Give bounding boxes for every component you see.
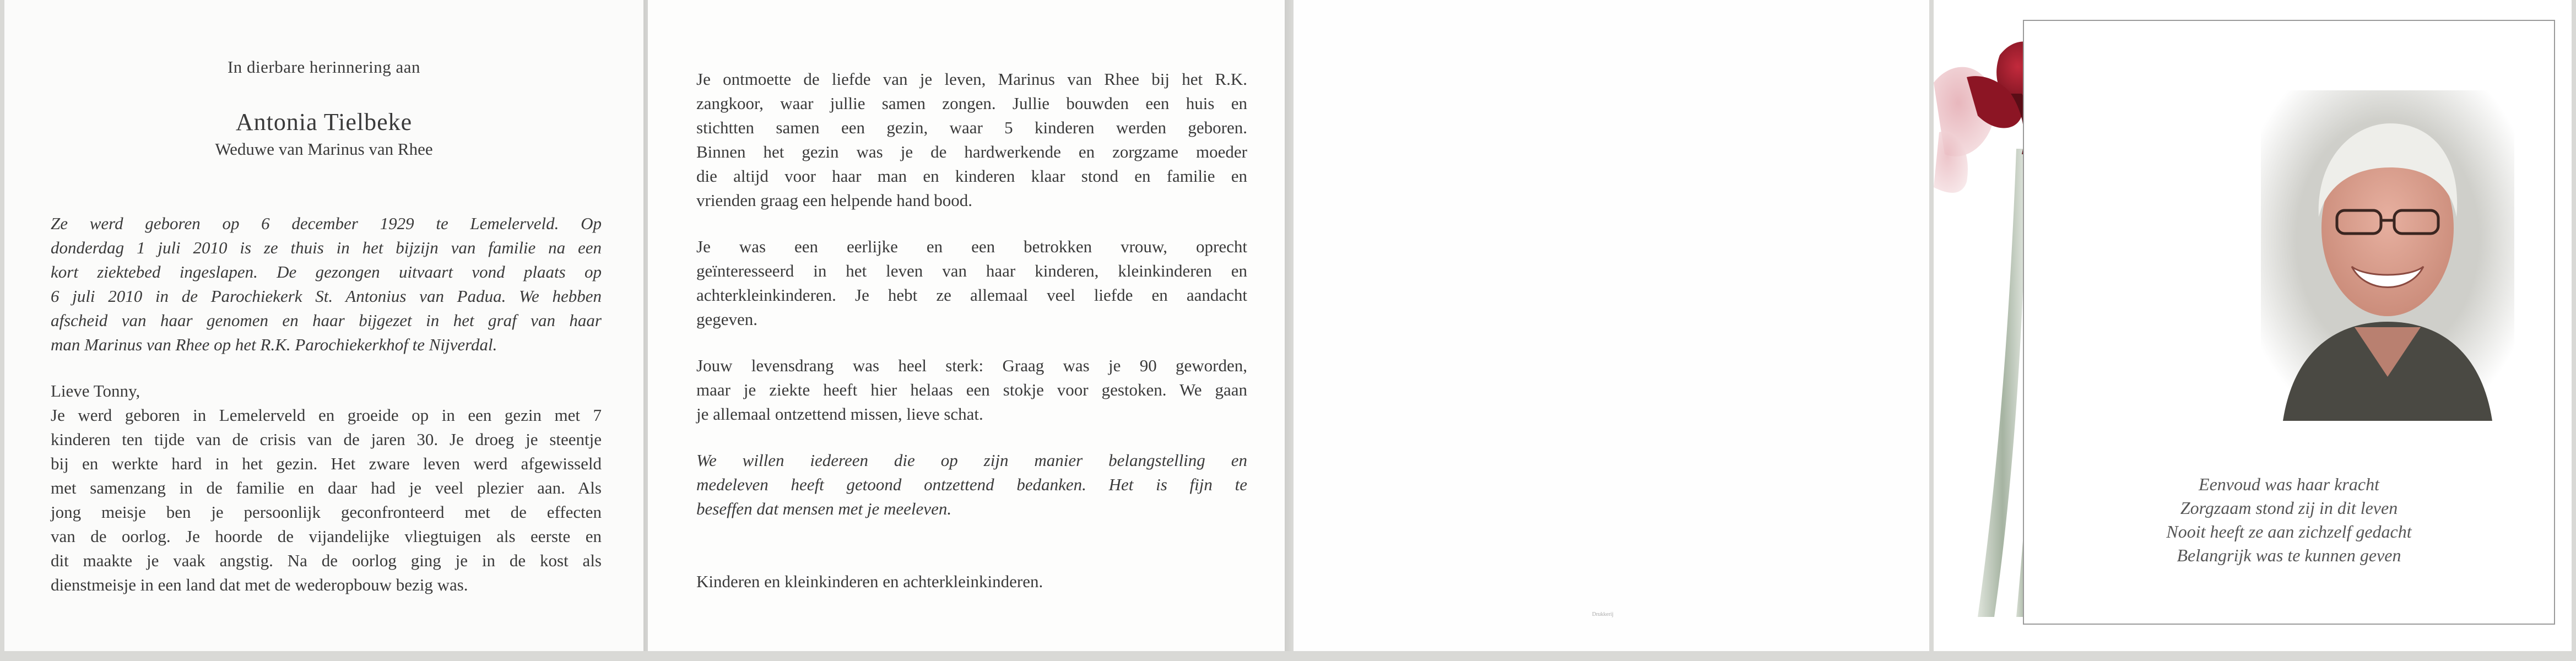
back-panel [1294,0,1929,651]
letter-line: kinderen ten tijde van de crisis van de jaren 30. Je droeg je steentje [51,430,602,449]
text-line: Jouw levensdrang was heel sterk: Graag was je 90 geworden, [696,356,1247,375]
text-line: Je was een eerlijke en een betrokken vrouw, oprecht [696,237,1247,256]
letter-line: dienstmeisje in een land dat met de wederopbouw bezig was. [51,575,468,594]
letter-line: van de oorlog. Je hoorde de vijandelijke vliegtuigen als eerste en [51,527,602,546]
portrait-photo [2261,90,2514,421]
letter-line: Je werd geboren in Lemelerveld en groeide op in een gezin met 7 [51,405,602,425]
middle-panel [648,0,1285,651]
text-line: Je ontmoette de liefde van je leven, Marinus van Rhee bij het R.K. [696,69,1247,89]
fold-shadow [1285,0,1292,651]
biography-intro [51,212,602,357]
portrait-frame [2023,20,2555,625]
letter-line: Lieve Tonny, [51,381,140,400]
paragraph-lifeforce [696,354,1247,426]
widow-of: Weduwe van Marinus van Rhee [215,139,433,159]
text-line: zangkoor, waar jullie samen zongen. Jullie bouwden een huis en [696,94,1247,113]
poem-line: Nooit heeft ze aan zichzelf gedacht [2166,522,2412,541]
family-signature: Kinderen en kleinkinderen en achterkleinkinderen. [696,572,1043,591]
letter-line: met samenzang in de familie en daar had je veel plezier aan. Als [51,478,602,497]
letter-line: bij en werkte hard in het gezin. Het zware leven werd afgewisseld [51,454,602,473]
letter-text [51,379,602,597]
text-line: je allemaal ontzettend missen, lieve schat. [696,404,983,424]
poem-line: Eenvoud was haar kracht [2199,474,2379,494]
intro-line: man Marinus van Rhee op het R.K. Parochiekerkhof te Nijverdal. [51,335,497,354]
left-panel [4,0,643,651]
text-line: die altijd voor haar man en kinderen klaar stond en familie en [696,166,1247,186]
intro-line: Ze werd geboren op 6 december 1929 te Lemelerveld. Op [51,214,602,233]
text-line: achterkleinkinderen. Je hebt ze allemaal veel liefde en aandacht [696,285,1247,305]
text-line: Binnen het gezin was je de hardwerkende en zorgzame moeder [696,142,1247,161]
text-line: vrienden graag een helpende hand bood. [696,191,972,210]
deceased-name: Antonia Tielbeke [235,109,413,136]
memorial-poem [2024,473,2554,567]
poem-line: Belangrijk was te kunnen geven [2177,545,2401,565]
text-line: geïnteresseerd in het leven van haar kinderen, kleinkinderen en [696,261,1247,280]
intro-line: kort ziektebed ingeslapen. De gezongen uitvaart vond plaats op [51,262,602,281]
letter-line: jong meisje ben je persoonlijk geconfronteerd met de effecten [51,502,602,522]
printer-mark: Drukkerij [1592,611,1614,617]
text-line: medeleven heeft getoond ontzettend bedanken. Het is fijn te [696,475,1247,494]
intro-line: donderdag 1 juli 2010 is ze thuis in het bijzijn van familie na een [51,238,602,257]
text-line: stichtten samen een gezin, waar 5 kinderen werden geboren. [696,118,1247,137]
text-line: maar je ziekte heeft hier helaas een stokje voor gestoken. We gaan [696,380,1247,399]
text-line: We willen iedereen die op zijn manier belangstelling en [696,451,1247,470]
paragraph-character [696,235,1247,332]
text-line: beseffen dat mensen met je meeleven. [696,499,952,518]
poem-line: Zorgzaam stond zij in dit leven [2180,498,2398,518]
intro-line: afscheid van haar genomen en haar bijgezet in het graf van haar [51,311,602,330]
letter-line: dit maakte je vaak angstig. Na de oorlog ging je in de kost als [51,551,602,570]
paragraph-thanks [696,448,1247,521]
paragraph-love [696,67,1247,213]
memorial-heading: In dierbare herinnering aan [227,57,421,77]
intro-line: 6 juli 2010 in de Parochiekerk St. Antonius van Padua. We hebben [51,286,602,306]
front-panel [1934,0,2572,651]
text-line: gegeven. [696,310,758,329]
